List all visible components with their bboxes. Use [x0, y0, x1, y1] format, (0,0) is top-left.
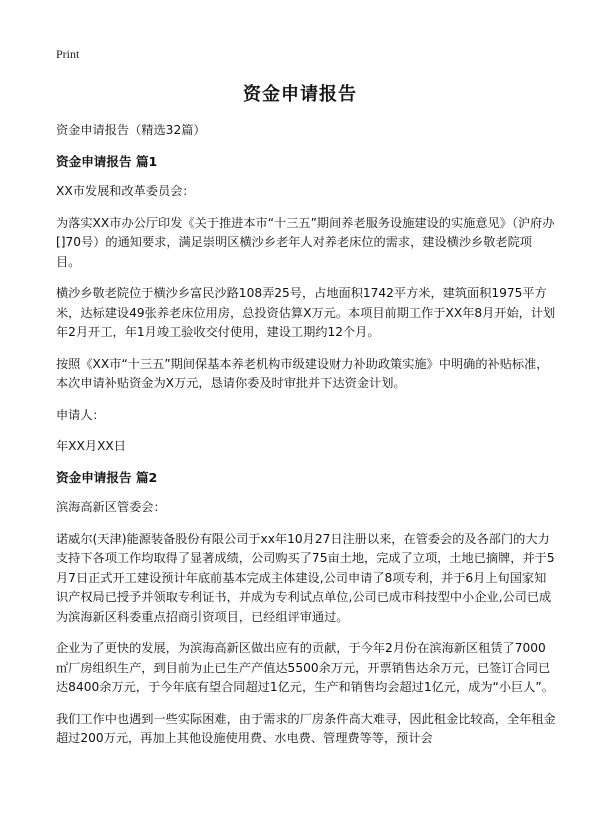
page-title: 资金申请报告: [243, 84, 357, 105]
body-paragraph: 横沙乡敬老院位于横沙乡富民沙路108弄25号，占地面积1742平方米，建筑面积1975平方米，达标建设49张养老床位用房，总投资估算X万元。本项目前期工作于XX年8月开始，计划年2月开工，年1月竣工验收交付使用，建设工期约12个月。: [56, 286, 556, 339]
date-line: 年XX月XX日: [56, 439, 126, 453]
body-paragraph: 我们工作中也遇到一些实际困难，由于需求的厂房条件高大难寻，因此租金比较高，全年租金超过200万元，再加上其他设施使用费、水电费、管理费等等，预计会: [56, 711, 556, 745]
document-body: [56, 121, 556, 761]
applicant-line: 申请人：: [56, 407, 105, 422]
addressee: 滨海高新区管委会：: [56, 500, 166, 514]
body-paragraph: 企业为了更快的发展，为滨海高新区做出应有的贡献，于今年2月份在滨海新区租赁了7000㎡厂房组织生产，到目前为止已生产产值达5500余万元，开票销售达余万元，已签订合同已达8400余万元，于今年底有望合同超过1亿元，生产和销售均会超过1亿元，成为“小巨人”。: [56, 641, 554, 694]
addressee: XX市发展和改革委员会：: [56, 184, 195, 198]
print-link[interactable]: Print: [56, 47, 80, 61]
body-paragraph: 诺威尔(天津)能源装备股份有限公司于xx年10月27日注册以来，在管委会的及各部门的大力支持下各项工作均取得了显著成绩，公司购买了75亩土地，完成了立项，土地已摘牌，并于5月7日正式开工建设预计年底前基本完成主体建设,公司申请了8项专利，并于6月上旬国家知识产权局已授予并领取专利证书，并成为专利试点单位,公司已成市科技型中小企业,公司已成为滨海新区科委重点招商引资项目，已经组评审通过。: [56, 531, 555, 624]
body-paragraph: 按照《XX市“十三五”期间保基本养老机构市级建设财力补助政策实施》中明确的补贴标准，本次申请补贴资金为X万元，恳请你委及时审批并下达资金计划。: [56, 356, 549, 390]
section-heading: 资金申请报告 篇2: [56, 469, 158, 485]
body-paragraph: 为落实XX市办公厅印发《关于推进本市“十三五”期间养老服务设施建设的实施意见》（沪府办[]70号）的通知要求，满足崇明区横沙乡老年人对养老床位的需求，建设横沙乡敬老院项目。: [56, 215, 555, 269]
document-subtitle: 资金申请报告（精选32篇）: [56, 123, 206, 137]
section-heading: 资金申请报告 篇1: [56, 153, 158, 169]
